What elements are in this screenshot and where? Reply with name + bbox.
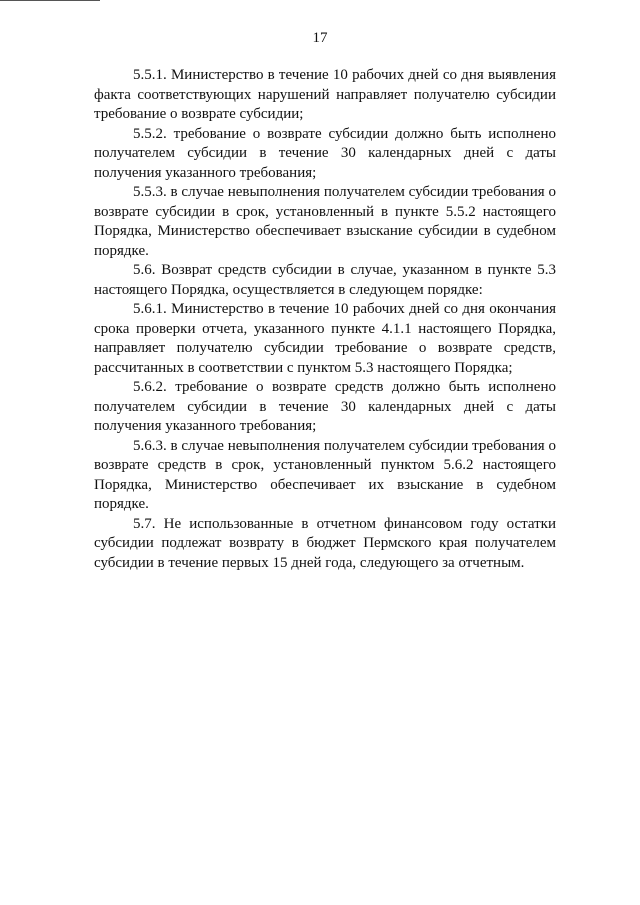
document-body bbox=[94, 66, 556, 573]
paragraph-5-5-2: 5.5.2. требование о возврате субсидии должно быть исполнено получателем субсидии в течение 30 календарных дней с даты получения указанного требования; bbox=[94, 125, 556, 181]
paragraph-5-6-3: 5.6.3. в случае невыполнения получателем субсидии требования о возврате средств в срок, установленный пунктом 5.6.2 настоящего Порядка, Министерство обеспечивает их взыскание в судебном порядке. bbox=[94, 437, 556, 512]
paragraph-5-6: 5.6. Возврат средств субсидии в случае, указанном в пункте 5.3 настоящего Порядка, осуществляется в следующем порядке: bbox=[94, 262, 556, 298]
page-number: 17 bbox=[312, 30, 328, 46]
top-rule bbox=[0, 0, 100, 1]
paragraph-5-5-3: 5.5.3. в случае невыполнения получателем субсидии требования о возврате субсидии в срок, установленный в пункте 5.5.2 настоящего Порядка, Министерство обеспечивает взыскание субсидии в судебном порядке. bbox=[94, 184, 556, 259]
paragraph-5-5-1: 5.5.1. Министерство в течение 10 рабочих дней со дня выявления факта соответствующих нарушений направляет получателю субсидии требование о возврате субсидии; bbox=[94, 67, 556, 122]
paragraph-5-6-2: 5.6.2. требование о возврате средств должно быть исполнено получателем субсидии в течение 30 календарных дней с даты получения указанного требования; bbox=[94, 379, 556, 434]
paragraph-5-7: 5.7. Не использованные в отчетном финансовом году остатки субсидии подлежат возврату в бюджет Пермского края получателем субсидии в течение первых 15 дней года, следующего за отчетным. bbox=[94, 515, 556, 571]
paragraph-5-6-1: 5.6.1. Министерство в течение 10 рабочих дней со дня окончания срока проверки отчета, указанного пункте 4.1.1 настоящего Порядка, направляет получателю субсидии требование о возврате средств, рассчитанных в соответствии с пунктом 5.3 настоящего Порядка; bbox=[94, 301, 556, 376]
